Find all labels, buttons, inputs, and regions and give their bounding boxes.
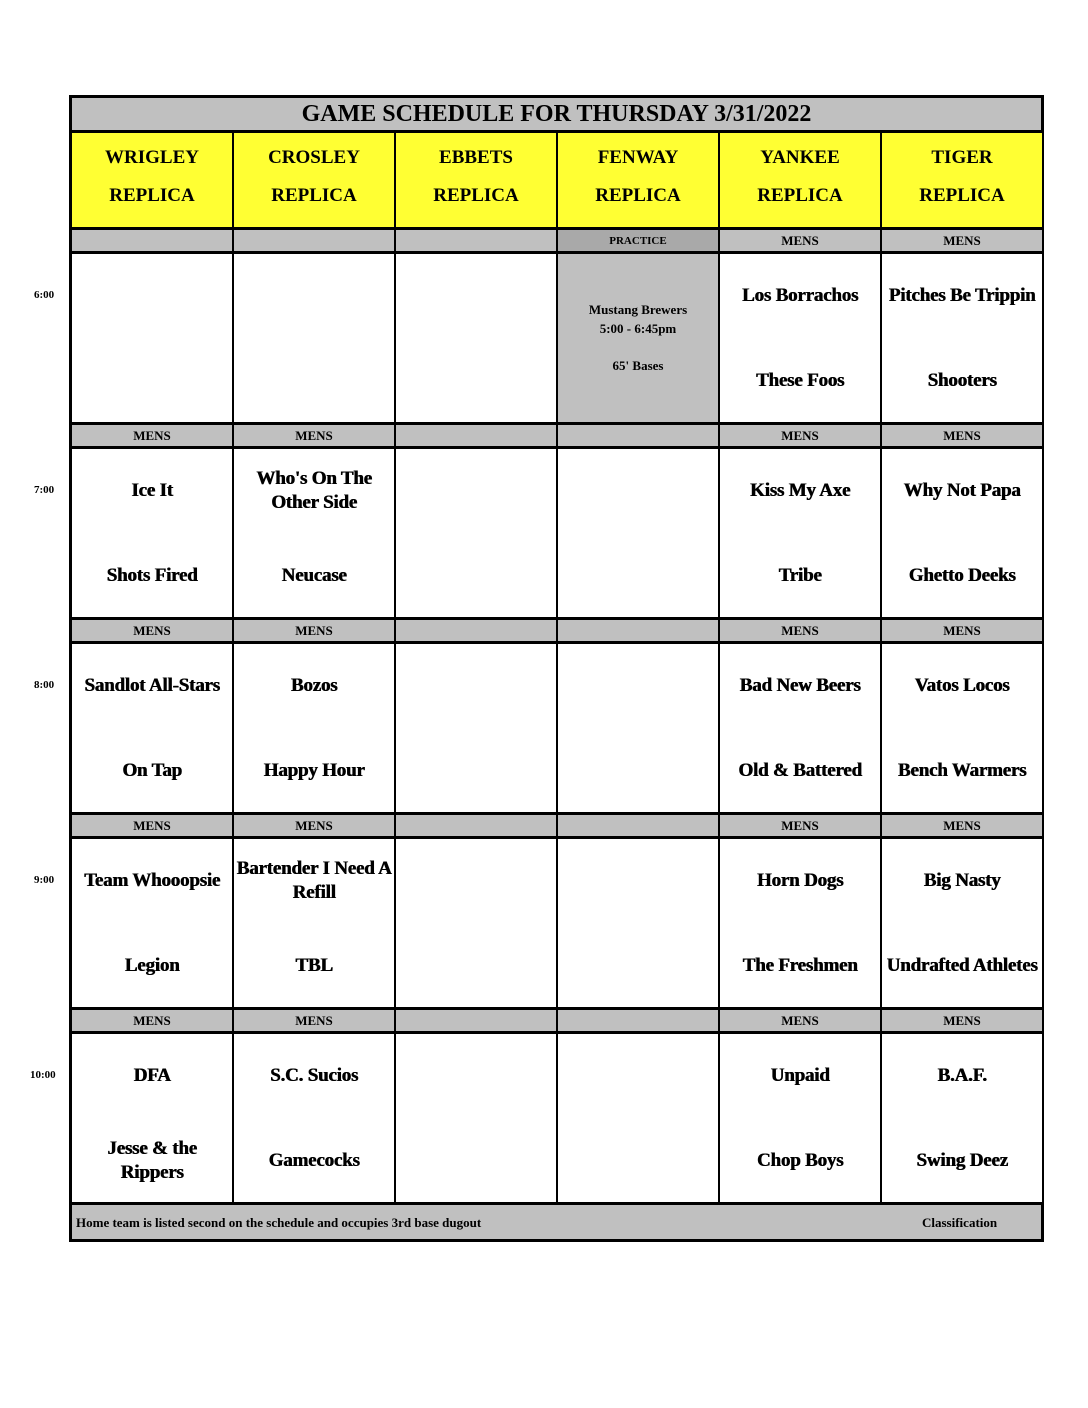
away-team — [560, 656, 716, 716]
game-cell — [234, 254, 394, 422]
field-subtitle: REPLICA — [271, 185, 357, 206]
away-team: Vatos Locos — [914, 675, 1010, 696]
home-team: Undrafted Athletes — [886, 955, 1038, 976]
away-team — [560, 1046, 716, 1106]
classification-band — [396, 620, 556, 641]
classification-band — [558, 815, 718, 836]
classification-band — [558, 620, 718, 641]
field-subtitle: REPLICA — [109, 185, 195, 206]
field-subtitle: REPLICA — [595, 185, 681, 206]
classification-band — [234, 230, 394, 251]
classification-label: Classification — [922, 1215, 998, 1230]
field-header — [234, 133, 394, 227]
game-cell — [396, 839, 556, 1007]
classification-band — [396, 1010, 556, 1031]
away-team: DFA — [133, 1065, 171, 1086]
away-team — [398, 851, 554, 911]
field-name: EBBETS — [439, 147, 513, 168]
classification-band: MENS — [882, 1010, 1042, 1031]
classification-band: PRACTICE — [558, 230, 718, 251]
field-subtitle: REPLICA — [757, 185, 843, 206]
game-cell — [882, 254, 1042, 422]
home-team: Old & Battered — [738, 760, 862, 781]
practice-cell — [558, 254, 718, 422]
practice-team: Mustang Brewers — [588, 302, 688, 317]
game-cell — [720, 644, 880, 812]
away-team: Kiss My Axe — [749, 480, 851, 501]
game-cell — [558, 644, 718, 812]
home-team: Ghetto Deeks — [908, 565, 1016, 586]
practice-note: 65' Bases — [612, 358, 664, 373]
away-team: Unpaid — [770, 1065, 830, 1086]
away-team — [236, 266, 392, 326]
game-cell — [396, 1034, 556, 1202]
home-team: Gamecocks — [268, 1150, 360, 1171]
classification-band — [396, 425, 556, 446]
field-header — [72, 133, 232, 227]
schedule-title: GAME SCHEDULE FOR THURSDAY 3/31/2022 — [72, 98, 1041, 130]
game-cell — [720, 254, 880, 422]
home-team — [398, 741, 554, 801]
home-team: TBL — [295, 955, 333, 976]
game-cell — [234, 1034, 394, 1202]
game-cell — [720, 839, 880, 1007]
home-team: Chop Boys — [756, 1150, 844, 1171]
game-cell — [234, 449, 394, 617]
game-cell — [234, 839, 394, 1007]
away-team: Bartender I Need A Refill — [236, 858, 392, 903]
field-header — [720, 133, 880, 227]
home-team — [398, 1131, 554, 1191]
away-team: S.C. Sucios — [269, 1065, 359, 1086]
game-cell — [882, 1034, 1042, 1202]
field-name: YANKEE — [760, 147, 840, 168]
game-cell — [234, 644, 394, 812]
home-team — [560, 546, 716, 606]
classification-band: MENS — [234, 815, 394, 836]
home-team: These Foos — [755, 370, 845, 391]
footer-note: Home team is listed second on the schedule and occupies 3rd base dugout — [76, 1215, 482, 1230]
field-subtitle: REPLICA — [919, 185, 1005, 206]
home-team: Shooters — [927, 370, 997, 391]
classification-band: MENS — [720, 230, 880, 251]
classification-band: MENS — [720, 620, 880, 641]
home-team — [398, 546, 554, 606]
home-team — [560, 1131, 716, 1191]
classification-band: MENS — [234, 620, 394, 641]
game-cell — [72, 254, 232, 422]
game-cell — [72, 1034, 232, 1202]
home-team: Legion — [124, 955, 180, 976]
home-team: On Tap — [122, 760, 182, 781]
game-cell — [882, 449, 1042, 617]
classification-band: MENS — [882, 230, 1042, 251]
away-team: Why Not Papa — [903, 480, 1021, 501]
field-subtitle: REPLICA — [433, 185, 519, 206]
game-cell — [558, 1034, 718, 1202]
classification-band — [558, 425, 718, 446]
home-team — [560, 741, 716, 801]
classification-band: MENS — [234, 425, 394, 446]
time-label: 9:00 — [34, 874, 55, 886]
away-team — [560, 461, 716, 521]
field-name: WRIGLEY — [105, 147, 199, 168]
away-team — [398, 656, 554, 716]
field-header — [558, 133, 718, 227]
away-team — [560, 851, 716, 911]
classification-band: MENS — [72, 815, 232, 836]
classification-band: MENS — [882, 425, 1042, 446]
home-team — [398, 936, 554, 996]
away-team: Sandlot All-Stars — [84, 675, 220, 696]
game-cell — [396, 644, 556, 812]
game-cell — [558, 839, 718, 1007]
game-cell — [558, 449, 718, 617]
time-label: 7:00 — [34, 484, 55, 496]
game-cell — [72, 839, 232, 1007]
classification-band — [396, 815, 556, 836]
practice-time: 5:00 - 6:45pm — [599, 321, 677, 336]
game-cell — [882, 839, 1042, 1007]
away-team: Horn Dogs — [756, 870, 844, 891]
game-cell — [396, 254, 556, 422]
home-team: Tribe — [778, 565, 822, 586]
home-team: Jesse & the Rippers — [107, 1138, 197, 1183]
classification-band: MENS — [720, 815, 880, 836]
classification-band: MENS — [882, 815, 1042, 836]
home-team — [398, 351, 554, 411]
field-name: FENWAY — [597, 147, 679, 168]
game-cell — [72, 449, 232, 617]
field-header — [882, 133, 1042, 227]
away-team: Bad New Beers — [739, 675, 861, 696]
home-team — [74, 351, 230, 411]
away-team: Pitches Be Trippin — [888, 285, 1036, 306]
game-cell — [396, 449, 556, 617]
away-team: Ice It — [131, 480, 173, 501]
home-team — [560, 936, 716, 996]
home-team: Happy Hour — [263, 760, 365, 781]
classification-band: MENS — [72, 620, 232, 641]
classification-band: MENS — [720, 425, 880, 446]
game-cell — [882, 644, 1042, 812]
schedule-table — [69, 95, 1044, 1242]
classification-band: MENS — [720, 1010, 880, 1031]
classification-band: MENS — [72, 425, 232, 446]
home-team: Bench Warmers — [897, 760, 1027, 781]
away-team — [398, 1046, 554, 1106]
away-team — [398, 266, 554, 326]
home-team: Shots Fired — [106, 565, 198, 586]
away-team: Big Nasty — [923, 870, 1001, 891]
time-label: 6:00 — [34, 289, 55, 301]
away-team: Team Whooopsie — [83, 870, 221, 891]
field-header — [396, 133, 556, 227]
home-team — [236, 351, 392, 411]
game-cell — [720, 449, 880, 617]
home-team: The Freshmen — [742, 955, 858, 976]
time-label: 10:00 — [30, 1069, 56, 1081]
game-cell — [720, 1034, 880, 1202]
away-team — [74, 266, 230, 326]
footer-band — [72, 1205, 1041, 1239]
classification-band: MENS — [882, 620, 1042, 641]
away-team: Los Borrachos — [741, 285, 859, 306]
classification-band — [558, 1010, 718, 1031]
game-cell — [72, 644, 232, 812]
away-team: Who's On The Other Side — [256, 468, 372, 513]
away-team — [398, 461, 554, 521]
classification-band: MENS — [72, 1010, 232, 1031]
classification-band — [72, 230, 232, 251]
away-team: Bozos — [290, 675, 338, 696]
field-name: TIGER — [931, 147, 993, 168]
field-name: CROSLEY — [268, 147, 360, 168]
classification-band: MENS — [234, 1010, 394, 1031]
home-team: Swing Deez — [916, 1150, 1008, 1171]
classification-band — [396, 230, 556, 251]
time-label: 8:00 — [34, 679, 55, 691]
home-team: Neucase — [281, 565, 347, 586]
away-team: B.A.F. — [937, 1065, 987, 1086]
